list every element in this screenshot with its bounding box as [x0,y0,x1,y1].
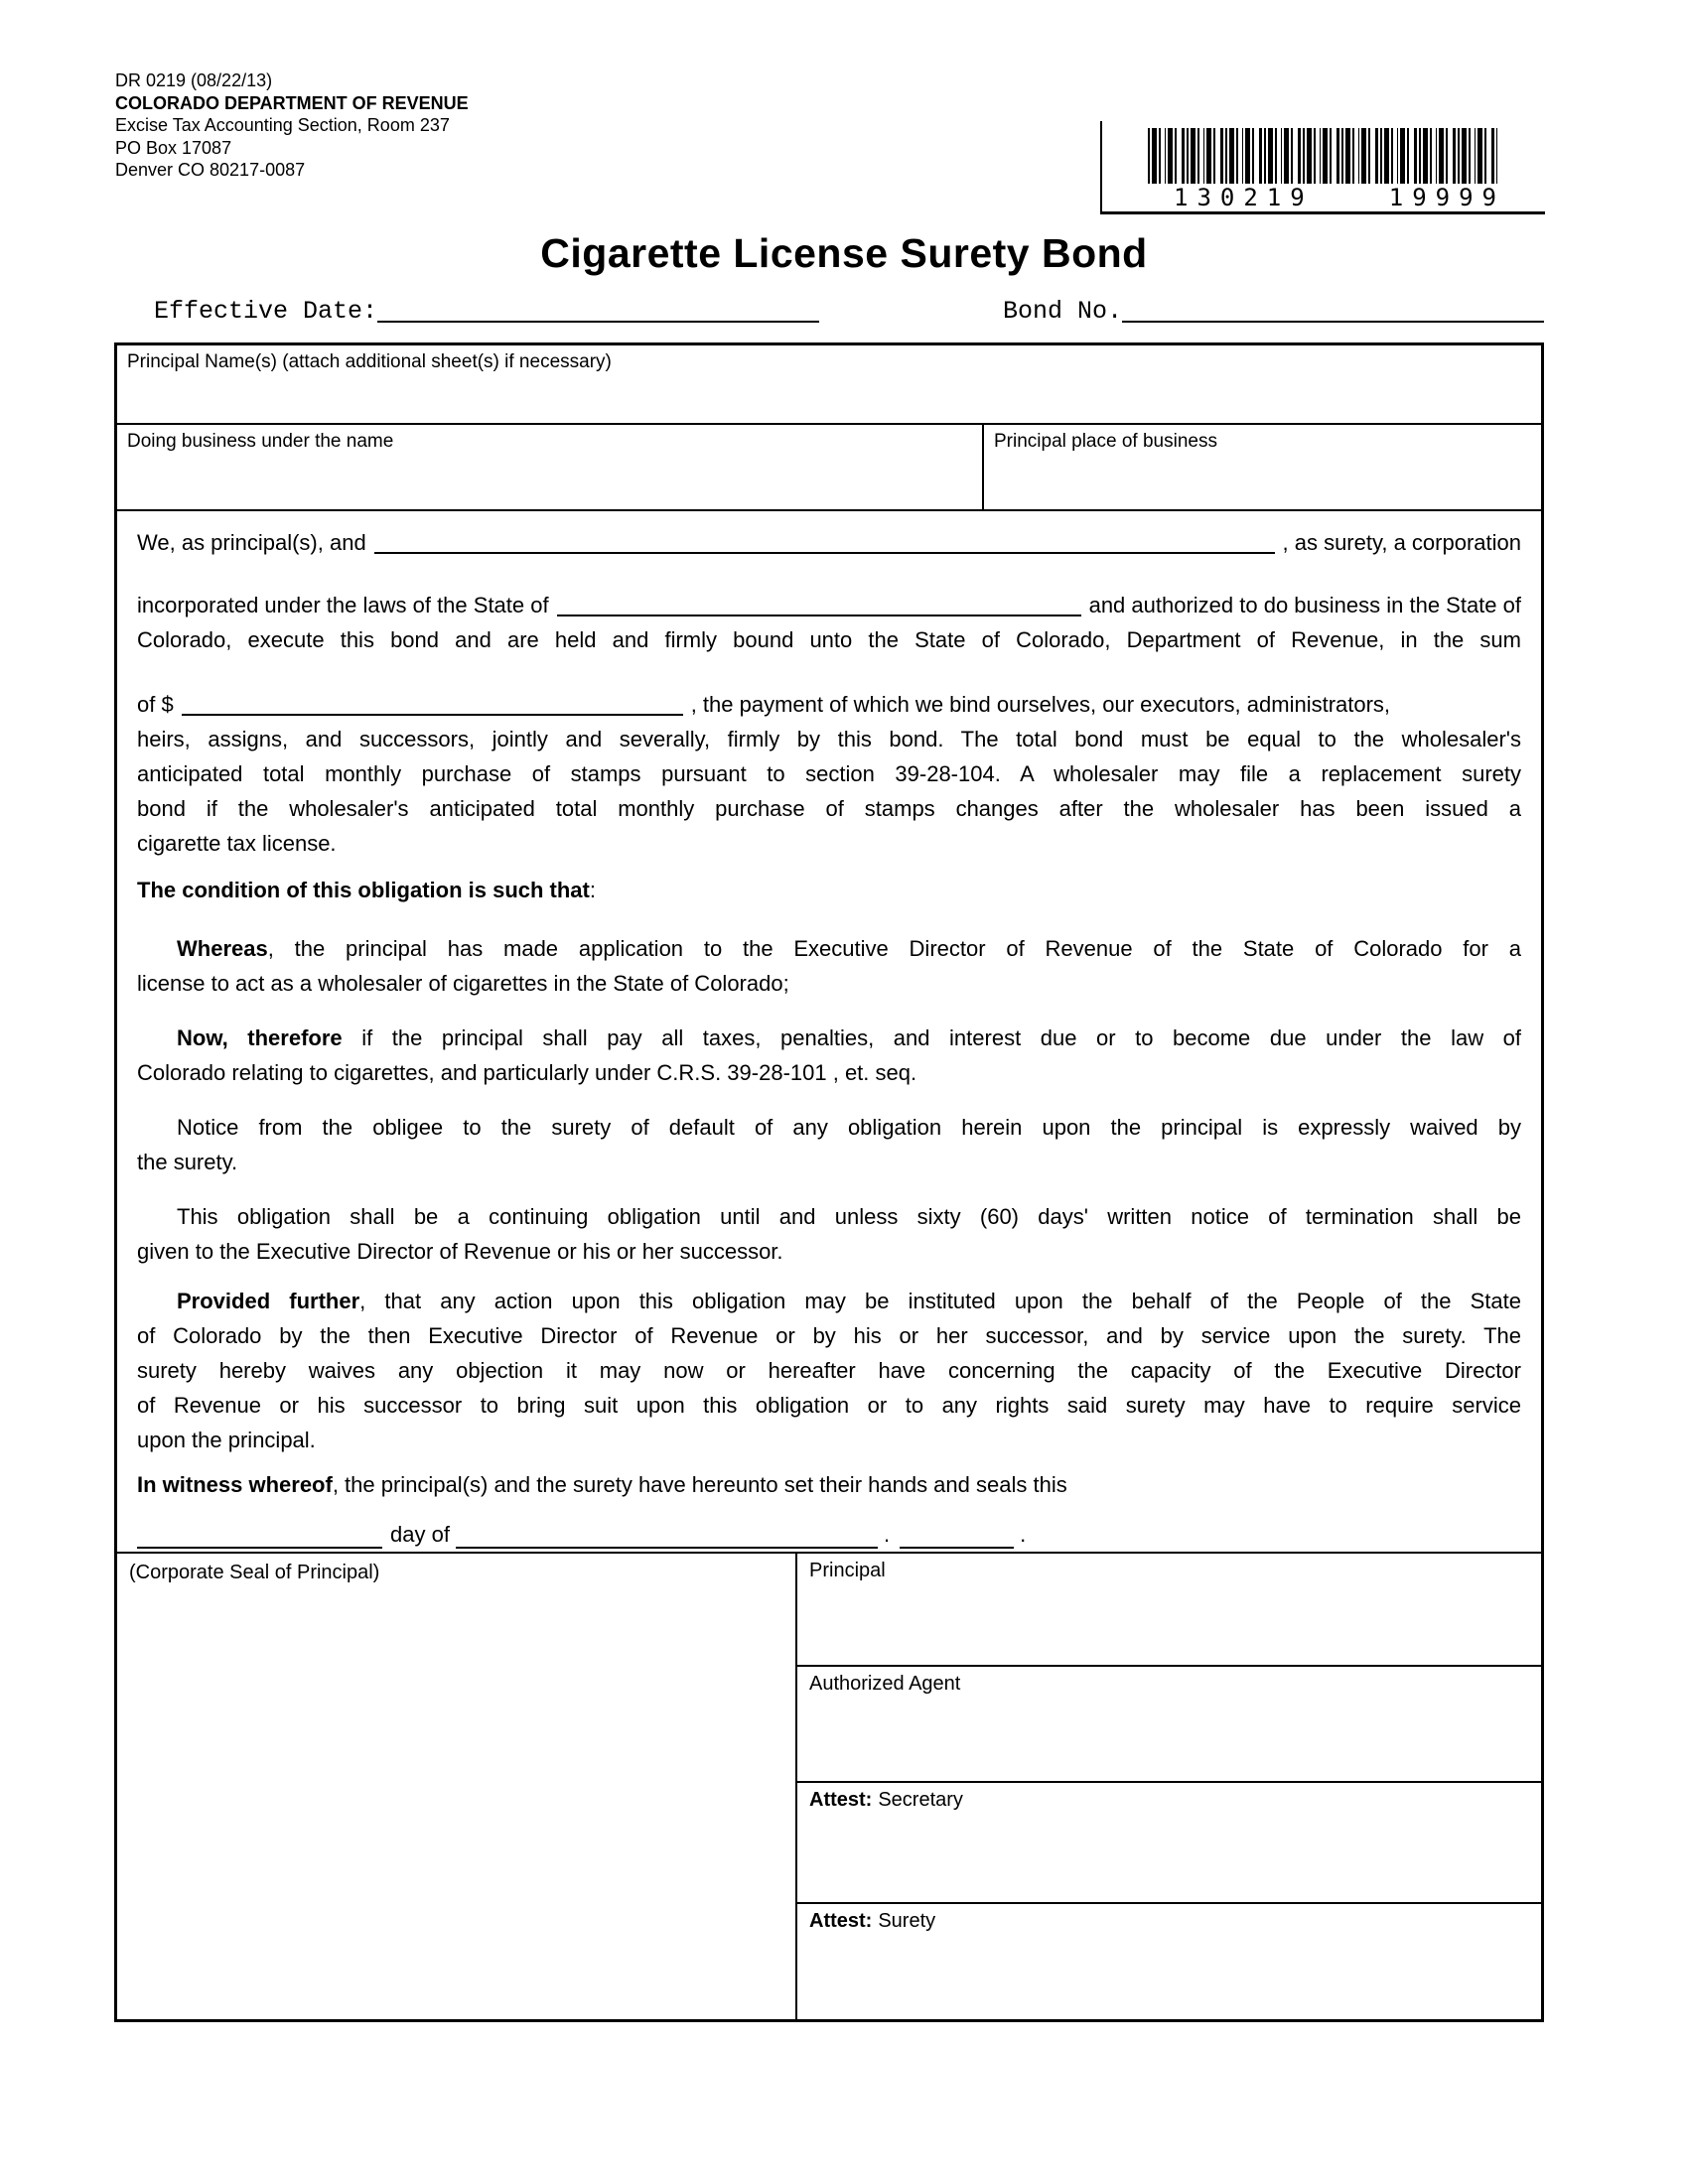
bond-no-blank[interactable] [1122,321,1544,323]
p1-post-text: , as surety, a corporation [1282,530,1521,555]
provided-line5: upon the principal. [137,1428,316,1452]
provided-line4: of Revenue or his successor to bring suit upon this obligation or to any rights said surety may have to require service [137,1393,1521,1418]
p2-post-text: and authorized to do business in the State of [1088,593,1521,617]
principal-names-label: Principal Name(s) (attach additional sheet(s) if necessary) [127,351,612,372]
principal-signature-cell[interactable] [797,1554,1541,1667]
period-2: . [1020,1522,1027,1547]
page-title: Cigarette License Surety Bond [540,230,1148,276]
condition-heading-colon: : [589,878,596,902]
execution-date-line [137,1517,1521,1552]
provided-line3: surety hereby waives any objection it may now or hereafter have concerning the capacity of the Executive Director [137,1358,1521,1383]
witness-bold: In witness whereof [137,1472,333,1497]
authorized-agent-cell[interactable] [797,1667,1541,1783]
now-line1 [137,1021,1521,1055]
business-row [117,425,1541,511]
provided-line2: of Colorado by the then Executive Director of Revenue or by his or her successor, and by service upon the surety. The [137,1323,1521,1348]
barcode-box [1100,121,1545,214]
period-1: . [883,1522,891,1547]
paragraph-now-therefore [137,1021,1521,1090]
p3-line4: bond if the wholesaler's anticipated total monthly purchase of stamps changes after the wholesaler has been issued a [137,796,1521,821]
day-blank[interactable] [137,1547,382,1549]
state-of-incorporation-blank[interactable] [557,614,1081,616]
barcode-number-left: 130219 [1174,184,1314,211]
form-number: DR 0219 (08/22/13) [115,70,273,90]
signature-table [117,1552,1541,2019]
condition-heading-text: The condition of this obligation is such that [137,878,590,902]
p3-pre-text: of $ [137,692,174,717]
attest-secretary-bold: Attest: [809,1789,873,1811]
p2-pre-text: incorporated under the laws of the State of [137,593,549,617]
paragraph-principal-surety [137,525,1521,560]
p3-line5: cigarette tax license. [137,831,337,856]
continuing-line2: given to the Executive Director of Revenue or his or her successor. [137,1239,783,1264]
condition-heading [137,873,1521,907]
notice-line2: the surety. [137,1150,238,1174]
now-bold: Now, therefore [177,1025,343,1050]
whereas-bold: Whereas [177,936,268,961]
paragraph-witness [137,1467,1521,1502]
barcode-number-right: 19999 [1388,184,1505,211]
department-name: COLORADO DEPARTMENT OF REVENUE [115,92,469,113]
attest-secretary-cell[interactable] [797,1783,1541,1904]
attest-surety-cell[interactable] [797,1904,1541,2019]
place-of-business-field[interactable] [984,425,1541,509]
attest-surety-bold: Attest: [809,1910,873,1932]
surety-name-blank[interactable] [374,552,1275,554]
paragraph-continuing [137,1199,1521,1269]
paragraph-notice [137,1110,1521,1179]
provided-bold: Provided further [177,1289,360,1313]
dba-field[interactable] [117,425,984,509]
bond-no-label: Bond No. [1003,297,1123,326]
now-rest: if the principal shall pay all taxes, penalties, and interest due or to become due under the law of [342,1025,1521,1050]
year-blank[interactable] [900,1547,1014,1549]
p3-line1 [137,687,1521,722]
p3-line2: heirs, assigns, and successors, jointly and severally, firmly by this bond. The total bond must be equal to the wholesaler's [137,727,1521,751]
paragraph-provided [137,1284,1521,1457]
attest-surety-role: Surety [878,1910,936,1932]
barcode [1148,128,1497,184]
witness-rest: , the principal(s) and the surety have hereunto set their hands and seals this [332,1472,1067,1497]
notice-line1: Notice from the obligee to the surety of default of any obligation herein upon the principal is expressly waived by [177,1115,1521,1140]
paragraph-incorporated [137,588,1521,657]
corporate-seal-label: (Corporate Seal of Principal) [129,1562,380,1583]
now-line2: Colorado relating to cigarettes, and particularly under C.R.S. 39-28-101 , et. seq. [137,1060,917,1085]
bond-body-text [117,511,1541,1552]
effective-date-label: Effective Date: [154,297,378,326]
provided-line1 [137,1284,1521,1318]
whereas-line1 [137,931,1521,966]
p1-pre-text: We, as principal(s), and [137,530,366,555]
principal-names-field[interactable] [117,345,1541,425]
p2-line2: Colorado, execute this bond and are held and firmly bound unto the State of Colorado, Department of Revenue, in the sum [137,627,1521,652]
form-box [114,342,1544,2022]
barcode-numbers [1174,184,1505,211]
po-box-line: PO Box 17087 [115,137,232,158]
month-blank[interactable] [456,1547,878,1549]
p2-line1 [137,588,1521,622]
whereas-line2: license to act as a wholesaler of cigarettes in the State of Colorado; [137,971,789,996]
whereas-rest: , the principal has made application to the Executive Director of Revenue of the State of Colorado for a [267,936,1521,961]
principal-signature-label: Principal [809,1560,886,1581]
city-line: Denver CO 80217-0087 [115,160,306,180]
authorized-agent-label: Authorized Agent [809,1673,961,1695]
provided-rest: , that any action upon this obligation may be instituted upon the behalf of the People of the State [359,1289,1522,1313]
date-bond-line [154,297,1544,326]
agency-header [115,69,469,182]
corporate-seal-cell[interactable] [117,1554,797,2019]
continuing-line1: This obligation shall be a continuing obligation until and unless sixty (60) days' written notice of termination shall be [177,1204,1521,1229]
effective-date-blank[interactable] [377,321,819,323]
attest-secretary-role: Secretary [878,1789,963,1811]
place-of-business-label: Principal place of business [994,431,1217,452]
section-line: Excise Tax Accounting Section, Room 237 [115,115,450,135]
paragraph-whereas [137,931,1521,1001]
p3-post-text: , the payment of which we bind ourselves, our executors, administrators, [690,692,1391,717]
dba-label: Doing business under the name [127,431,394,452]
signature-column [797,1554,1541,2019]
p3-line3: anticipated total monthly purchase of stamps pursuant to section 39-28-104. A wholesaler may file a replacement surety [137,761,1521,786]
paragraph-sum [137,687,1521,861]
day-of-text: day of [390,1522,450,1547]
bond-amount-blank[interactable] [182,714,683,716]
